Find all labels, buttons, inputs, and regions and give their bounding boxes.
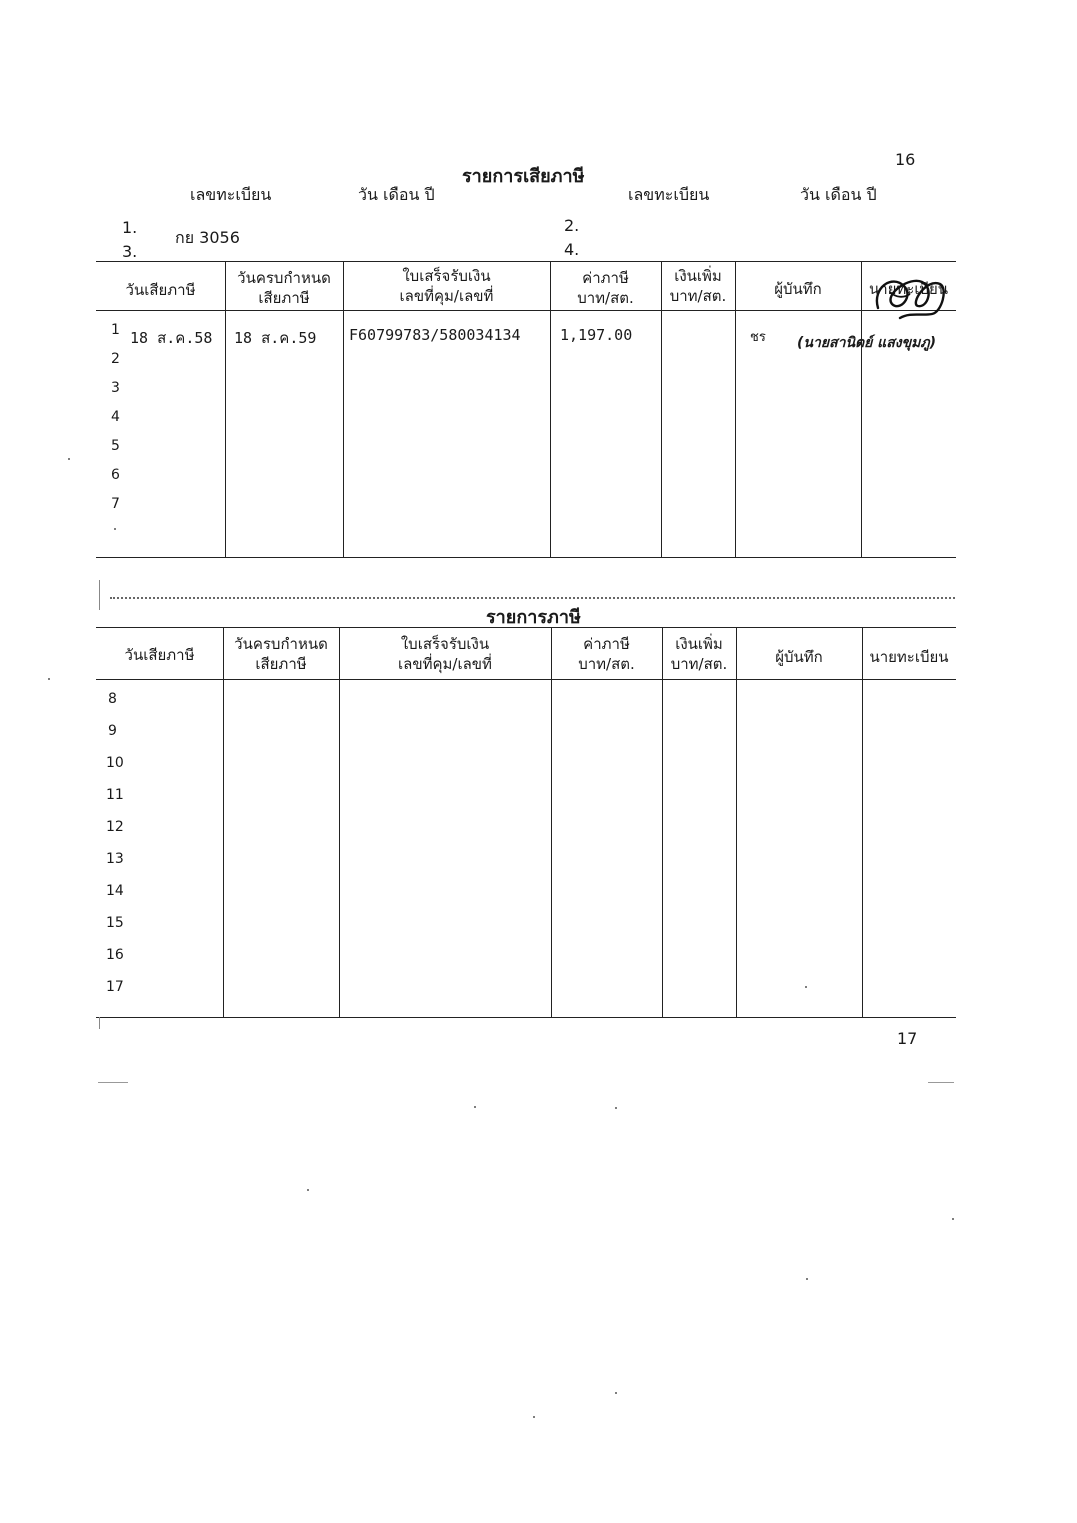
row-number: 6 bbox=[111, 467, 120, 483]
row-number: 1 bbox=[111, 322, 120, 338]
reg-no-3: 3. bbox=[122, 242, 138, 261]
row-number: 4 bbox=[111, 409, 120, 425]
section-title-tax-list-2: รายการภาษี bbox=[486, 607, 581, 628]
row-number: 7 bbox=[111, 496, 120, 512]
entry-registrar-name: (นายสานิตย์ แสงขุมภู) bbox=[797, 335, 937, 351]
row-number: 13 bbox=[106, 851, 124, 867]
row-number: 15 bbox=[106, 915, 124, 931]
row-number: 5 bbox=[111, 438, 120, 454]
label-registration-2: เลขทะเบียน bbox=[628, 185, 710, 204]
header-tax: ค่าภาษี บาท/สต. bbox=[578, 635, 635, 673]
row-number: 14 bbox=[106, 883, 124, 899]
row-number: 2 bbox=[111, 351, 120, 367]
header-receipt: ใบเสร็จรับเงิน เลขที่คุม/เลขที่ bbox=[399, 267, 494, 305]
entry-pay-date: 18 ส.ค.58 bbox=[130, 329, 213, 347]
reg-no-4: 4. bbox=[564, 240, 580, 259]
label-registration-1: เลขทะเบียน bbox=[190, 185, 272, 204]
entry-tax: 1,197.00 bbox=[560, 326, 633, 344]
section-title-tax-list: รายการเสียภาษี bbox=[462, 166, 585, 187]
entry-due-date: 18 ส.ค.59 bbox=[234, 329, 317, 347]
reg-value-1: กย 3056 bbox=[175, 228, 240, 247]
header-recorder: ผู้บันทึก bbox=[774, 280, 822, 298]
header-tax: ค่าภาษี บาท/สต. bbox=[577, 269, 634, 307]
registrar-signature-icon bbox=[870, 268, 950, 330]
entry-receipt: F60799783/580034134 bbox=[349, 326, 521, 344]
page-number-bottom: 17 bbox=[897, 1029, 918, 1048]
label-date-2: วัน เดือน ปี bbox=[800, 185, 877, 204]
header-pay-date: วันเสียภาษี bbox=[125, 281, 196, 299]
header-recorder: ผู้บันทึก bbox=[775, 648, 823, 666]
page-number-top: 16 bbox=[895, 150, 916, 169]
reg-no-2: 2. bbox=[564, 216, 580, 235]
header-receipt: ใบเสร็จรับเงิน เลขที่คุม/เลขที่ bbox=[398, 635, 492, 673]
label-date-1: วัน เดือน ปี bbox=[358, 185, 435, 204]
header-surcharge: เงินเพิ่ม บาท/สต. bbox=[670, 635, 728, 673]
row-number: 8 bbox=[108, 691, 117, 707]
row-number: 17 bbox=[106, 979, 124, 995]
row-number: 16 bbox=[106, 947, 124, 963]
row-number: 12 bbox=[106, 819, 124, 835]
row-number: 9 bbox=[108, 723, 117, 739]
header-registrar: นายทะเบียน bbox=[868, 280, 949, 298]
header-due-date: วันครบกำหนด เสียภาษี bbox=[234, 635, 328, 673]
row-number: 10 bbox=[106, 755, 124, 771]
row-number: 11 bbox=[106, 787, 124, 803]
header-pay-date: วันเสียภาษี bbox=[124, 646, 195, 664]
header-due-date: วันครบกำหนด เสียภาษี bbox=[237, 269, 331, 307]
header-surcharge: เงินเพิ่ม บาท/สต. bbox=[669, 267, 727, 305]
reg-no-1: 1. bbox=[122, 218, 138, 237]
entry-recorder-initials: ชร bbox=[750, 330, 766, 345]
row-number: 3 bbox=[111, 380, 120, 396]
header-registrar: นายทะเบียน bbox=[869, 648, 949, 666]
